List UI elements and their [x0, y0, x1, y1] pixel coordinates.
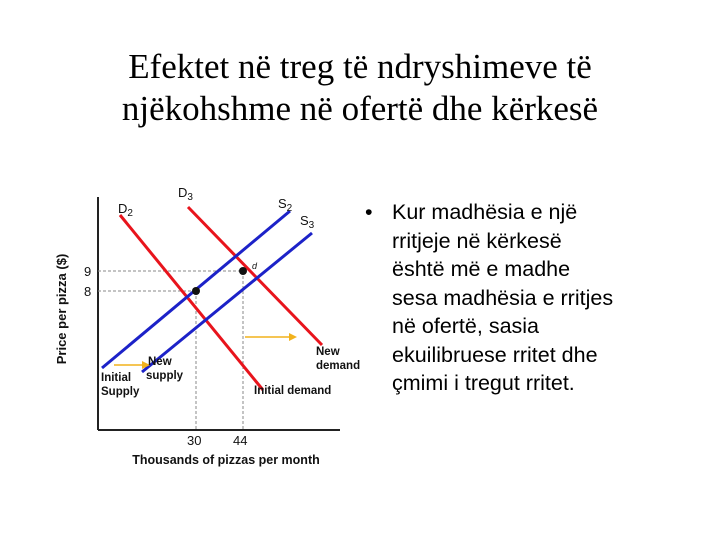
label-s2: $S_2$ — [278, 196, 293, 214]
demand-curve-d2 — [120, 215, 263, 390]
y-tick-9: 9 — [84, 264, 92, 279]
supply-shift-arrow — [114, 361, 150, 369]
label-d2: $D_2$ — [118, 201, 133, 219]
bullet-list — [365, 198, 710, 398]
x-tick-30: 30 — [187, 433, 202, 448]
demand-shift-arrow — [245, 333, 297, 341]
annotation-initial-supply: Initial Supply — [101, 372, 140, 398]
bullet-marker: • — [365, 200, 373, 224]
bullet-line-5: në ofertë, sasia — [392, 314, 540, 338]
equilibrium-point-new — [239, 267, 247, 275]
label-d3: $D_3$ — [178, 185, 193, 203]
slide-title-line-1: Efektet në treg të ndryshimeve të — [128, 47, 592, 86]
bullet-line-6: ekuilibruese rritet dhe — [392, 342, 598, 367]
annotation-new-supply: New supply — [146, 356, 184, 382]
label-s3: $S_3$ — [300, 213, 315, 231]
supply-demand-diagram — [40, 175, 370, 475]
slide-title-line-2: njëkohshme në ofertë dhe kërkesë — [121, 89, 599, 128]
label-point-d: d — [252, 261, 258, 271]
slide-title — [40, 46, 680, 130]
x-axis-label: Thousands of pizzas per month — [132, 453, 320, 467]
y-tick-8: 8 — [84, 284, 92, 299]
bullet-line-1: Kur madhësia e një — [392, 200, 578, 224]
bullet-line-4: sesa madhësia e rritjes — [392, 285, 614, 310]
y-axis-label: Price per pizza ($) — [54, 253, 69, 365]
bullet-text — [392, 198, 710, 398]
annotation-new-demand: New demand — [316, 346, 361, 372]
annotation-initial-demand: Initial demand — [254, 385, 332, 397]
bullet-line-3: është më e madhe — [392, 257, 571, 281]
bullet-line-2: rritjeje në kërkesë — [392, 228, 562, 253]
bullet-line-7: çmimi i tregut rritet. — [392, 371, 575, 395]
equilibrium-point-initial — [192, 287, 200, 295]
supply-curve-s3 — [142, 233, 312, 372]
x-tick-44: 44 — [233, 433, 248, 448]
